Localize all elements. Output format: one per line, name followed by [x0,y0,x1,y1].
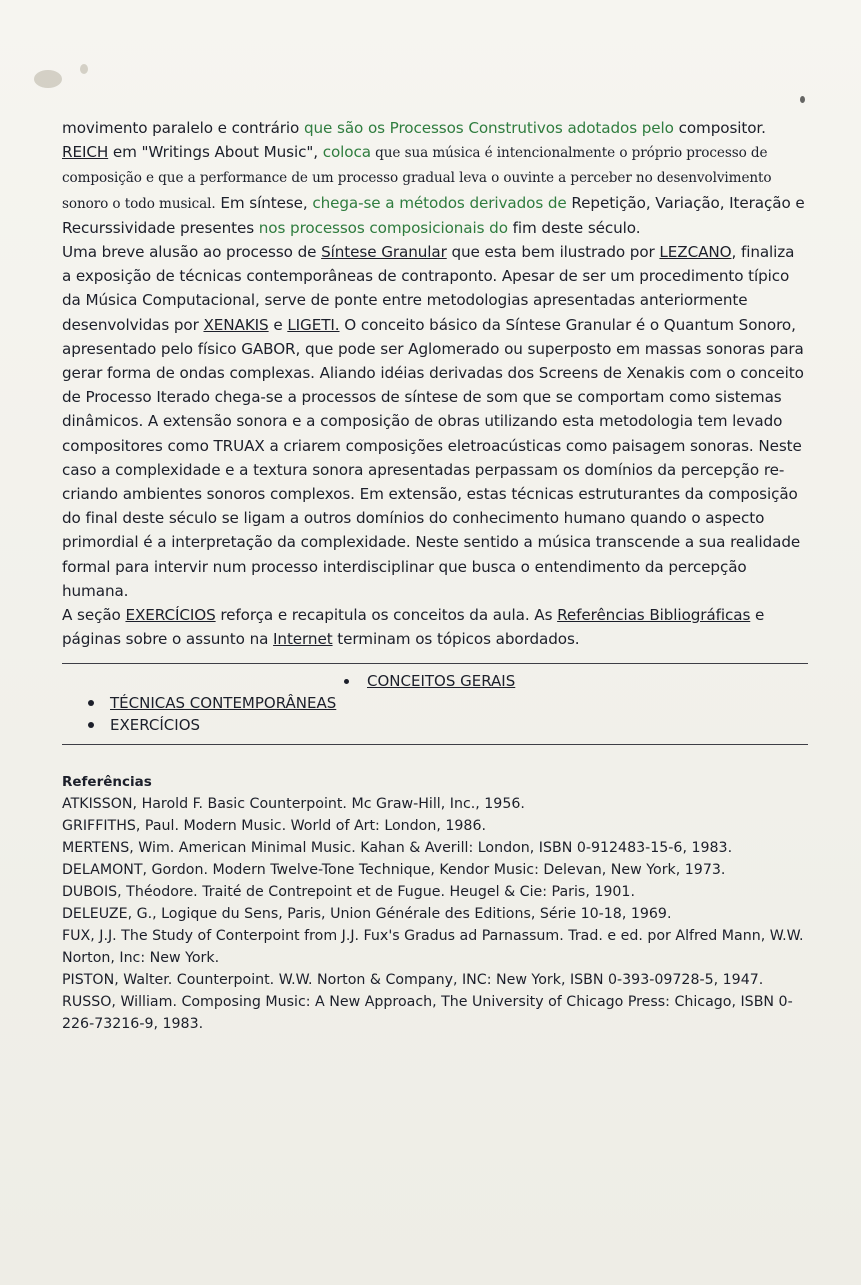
body-paragraph [62,603,808,651]
inline-link[interactable]: REICH [62,143,109,162]
reference-entry: DELEUZE, G., Logique du Sens, Paris, Union Générale des Editions, Série 10-18, 1969. [62,906,672,923]
inline-link[interactable]: LIGETI. [287,315,340,334]
text-run: A seção [62,606,126,625]
text-run: movimento paralelo e contrário [62,119,304,137]
body-paragraph [62,116,808,240]
inline-link[interactable]: EXERCÍCIOS [125,606,216,625]
text-run: nos processos composicionais do [258,218,508,237]
body-text [62,116,808,651]
text-run: que sua música é intencionalmente o próprio processo de composição e que a performance de um processo gradual leva o ouvinte a perceber no desenvolvimento sonoro o todo musical. [62,145,772,212]
bullet-icon [88,722,94,728]
menu-link-exercicios[interactable]: EXERCÍCIOS [110,716,201,735]
text-run: que são os Processos Construtivos adotados pelo [303,119,674,137]
bullet-icon [344,679,349,684]
divider-bottom [62,744,808,745]
reference-entry: DELAMONT, Gordon. Modern Twelve-Tone Technique, Kendor Music: Delevan, New York, 1973. [62,862,726,879]
divider-top [62,663,808,664]
reference-entry: PISTON, Walter. Counterpoint. W.W. Norton & Company, INC: New York, ISBN 0-393-09728-5, 1947. [62,972,764,989]
text-run: e páginas sobre o assunto na [62,606,765,649]
text-run: reforça e recapitula os conceitos da aula. As [215,606,558,625]
text-run: Uma breve alusão ao processo de [62,243,322,262]
text-run: Em síntese, [215,193,313,212]
text-run: terminam os tópicos abordados. [332,630,580,649]
reference-entry: RUSSO, William. Composing Music: A New Approach, The University of Chicago Press: Chicago, ISBN 0-226-73216-9, 1983. [62,994,793,1033]
text-run: , finaliza a exposição de técnicas contemporâneas de contraponto. Apesar de ser um procedimento típico da Música Computacional, serve de ponte entre metodologias apresentadas anteriormente desenvolvidas por [62,243,795,334]
text-run: coloca [322,143,371,162]
references-section [62,771,808,1035]
text-run: Repetição, Variação, Iteração e Recurssividade presentes [62,193,805,237]
reference-entry: MERTENS, Wim. American Minimal Music. Kahan & Averill: London, ISBN 0-912483-15-6, 1983. [62,840,733,857]
text-run: O conceito básico da Síntese Granular é o Quantum Sonoro, apresentado pelo físico GABOR, que pode ser Aglomerado ou superposto em massas sonoras para gerar forma de ondas complexas. Aliando idéias derivadas dos Screens de Xenakis com o conceito de Processo Iterado chega-se a processos de síntese de som que se comportam como sistemas dinâmicos. A extensão sonora e a composição de obras utilizando esta metodologia tem levado compositores como TRUAX a criarem composições eletroacústicas como paisagem sonoras. Neste caso a complexidade e a textura sonora apresentadas perpassam os domínios da percepção re-criando ambientes sonoros complexos. Em extensão, estas técnicas estruturantes da composição do final deste século se ligam a outros domínios do conhecimento humano quando o aspecto primordial é a interpretação da complexidade. Neste sentido a música transcende a sua realidade formal para intervir num processo interdisciplinar que busca o entendimento da percepção humana. [62,315,804,600]
body-paragraph [62,240,808,603]
references-heading: Referências [62,774,152,791]
reference-entry: FUX, J.J. The Study of Conterpoint from J.J. Fux's Gradus ad Parnassum. Trad. e ed. por Alfred Mann, W.W. Norton, Inc: New York. [62,928,804,967]
bullet-icon [88,700,94,706]
menu-item-exercicios[interactable] [62,714,808,736]
text-run: em "Writings About Music", [108,143,323,162]
inline-link[interactable]: Referências Bibliográficas [557,606,751,625]
text-run: e [268,315,288,334]
paper-stain [80,64,88,74]
page-content [62,116,808,1035]
text-run: fim deste século. [507,218,641,237]
inline-link[interactable]: LEZCANO [659,243,732,262]
reference-entry: DUBOIS, Théodore. Traité de Contrepoint et de Fugue. Heugel & Cie: Paris, 1901. [62,884,635,901]
references-list [62,793,808,1035]
topic-menu [62,670,808,736]
inline-link[interactable]: Síntese Granular [321,243,447,262]
inline-link[interactable]: XENAKIS [203,315,269,334]
paper-stain [800,96,805,103]
text-run: chega-se a métodos derivados de [312,193,567,212]
reference-entry: ATKISSON, Harold F. Basic Counterpoint. Mc Graw-Hill, Inc., 1956. [62,796,525,813]
menu-link-conceitos[interactable]: CONCEITOS GERAIS [367,672,516,691]
paper-stain [34,70,62,88]
text-run: que esta bem ilustrado por [446,243,660,262]
text-run: compositor. [673,119,766,137]
inline-link[interactable]: Internet [273,630,333,649]
reference-entry: GRIFFITHS, Paul. Modern Music. World of Art: London, 1986. [62,818,486,835]
menu-item-conceitos[interactable] [62,670,808,692]
menu-item-tecnicas[interactable] [62,692,808,714]
menu-link-tecnicas[interactable]: TÉCNICAS CONTEMPORÂNEAS [110,694,337,713]
